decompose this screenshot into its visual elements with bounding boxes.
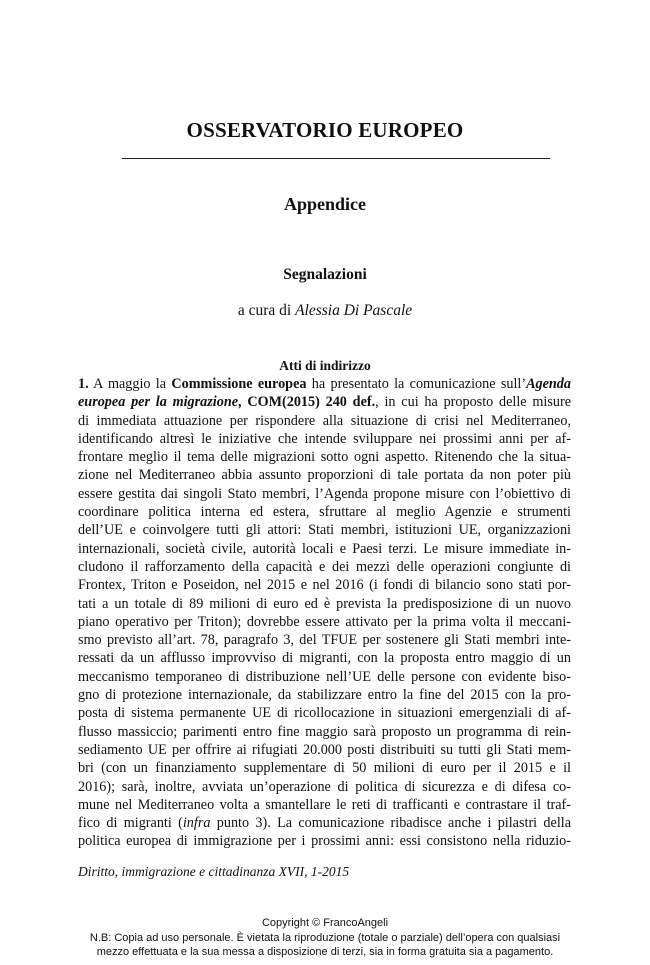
paragraph-line: identificando altresì le iniziative che intende sviluppare nei prossimi anni per af- — [78, 430, 571, 447]
paragraph-line: coordinare politica interna ed estera, sfruttare al meglio Agenzie e strumenti — [78, 504, 571, 521]
paragraph-line: gno di protezione internazionale, da stabilizzare entro la fine del 2015 con la pro- — [78, 687, 571, 704]
paragraph-line: 1. A maggio la Commissione europea ha presentato la comunicazione sull’Agenda — [78, 376, 571, 392]
copyright-line: mezzo effettuata e la sua messa a disposizione di terzi, sia in forma gratuita sia a pagamento. — [96, 946, 554, 958]
document-reference: COM(2015) 240 def. — [247, 394, 376, 411]
copyright-line: N.B: Copia ad uso personale. È vietata la riproduzione (totale o parziale) dell’opera con qualsiasi — [89, 931, 561, 944]
paragraph-line: politica europea di immigrazione per i prossimi anni: essi consistono nella riduzio- — [78, 833, 571, 850]
copyright-notice — [0, 916, 650, 960]
curator-name: Alessia Di Pascale — [295, 302, 413, 319]
curator-prefix: a cura di — [237, 302, 296, 319]
paragraph-line: europea per la migrazione, COM(2015) 240 def., in cui ha proposto delle misure — [78, 394, 571, 411]
page-title: OSSERVATORIO EUROPEO — [186, 118, 464, 142]
item-number: 1. — [78, 376, 89, 392]
agenda-title: Agenda — [526, 376, 571, 392]
subsection-heading: Atti di indirizzo — [279, 358, 371, 373]
section-heading: Segnalazioni — [283, 266, 367, 283]
paragraph-line: sediamento UE per offrire ai rifugiati 20.000 posti distribuiti su tutti gli Stati mem- — [78, 741, 571, 758]
paragraph-line: 2016); sarà, inoltre, avviata un’operazione di politica di sicurezza e di difesa co- — [78, 778, 571, 795]
commission-name: Commissione europea — [171, 376, 307, 392]
paragraph-line: meccanismo temporaneo di distribuzione nell’UE delle persone con evidente biso- — [78, 668, 571, 685]
paragraph-line: zione nel Mediterraneo abbia assunto proporzioni di tale portata da non poter più — [78, 467, 571, 484]
infra-term: infra — [182, 815, 211, 832]
paragraph-line: fico di migranti (infra punto 3). La comunicazione ribadisce anche i pilastri della — [78, 815, 571, 832]
paragraph-line: cludono il rafforzamento della capacità e dei mezzi delle operazioni congiunte di — [78, 558, 571, 575]
body-paragraph — [78, 375, 571, 851]
paragraph-line: flusso massiccio; parimenti entro fine maggio sarà proposto un programma di rein- — [78, 723, 571, 740]
paragraph-line: Frontex, Triton e Poseidon, nel 2015 e nel 2016 (i fondi di bilancio sono stati por- — [78, 577, 571, 594]
paragraph-line: essere gestita dai singoli Stato membri, l’Agenda propone misure con l’obiettivo di — [78, 485, 571, 502]
agenda-title-cont: europea per la migrazione — [78, 394, 239, 411]
paragraph-line: piano operativo per Triton); dovrebbe essere attivato per la prima volta il meccani- — [78, 613, 571, 630]
paragraph-line: ressati da un afflusso improvviso di migranti, con la proposta entro maggio di un — [78, 650, 571, 667]
paragraph-line: di immediata attuazione per rispondere alla situazione di crisi nel Mediterraneo, — [78, 412, 571, 429]
paragraph-line: internazionali, società civile, autorità locali e Paesi terzi. Le misure immediate in- — [78, 540, 571, 557]
paragraph-line: dell’UE e coinvolgere tutti gli attori: Stati membri, istituzioni UE, organizzazioni — [78, 522, 571, 539]
title-divider — [122, 158, 550, 159]
paragraph-line: mune nel Mediterraneo volta a smantellare le reti di trafficanti e contrastare il traf- — [78, 796, 571, 813]
copyright-line: Copyright © FrancoAngeli — [261, 917, 389, 929]
appendix-heading: Appendice — [283, 194, 366, 214]
paragraph-line: smo previsto all’art. 78, paragrafo 3, del TFUE per sostenere gli Stati membri inte- — [78, 632, 571, 649]
paragraph-line: bri (con un finanziamento supplementare di 50 milioni di euro per il 2015 e il — [78, 760, 571, 777]
paragraph-line: posta di sistema permanente UE di ricollocazione in situazioni emergenziali di af- — [78, 705, 571, 722]
journal-citation: Diritto, immigrazione e cittadinanza XVII, 1-2015 — [78, 864, 350, 879]
paragraph-line: frontare meglio il tema delle migrazioni sotto ogni aspetto. Ritenendo che la situa- — [78, 449, 571, 466]
curator-line — [0, 302, 650, 320]
paragraph-line: tati a un totale di 89 milioni di euro ed è prevista la predisposizione di un nuovo — [78, 595, 571, 612]
